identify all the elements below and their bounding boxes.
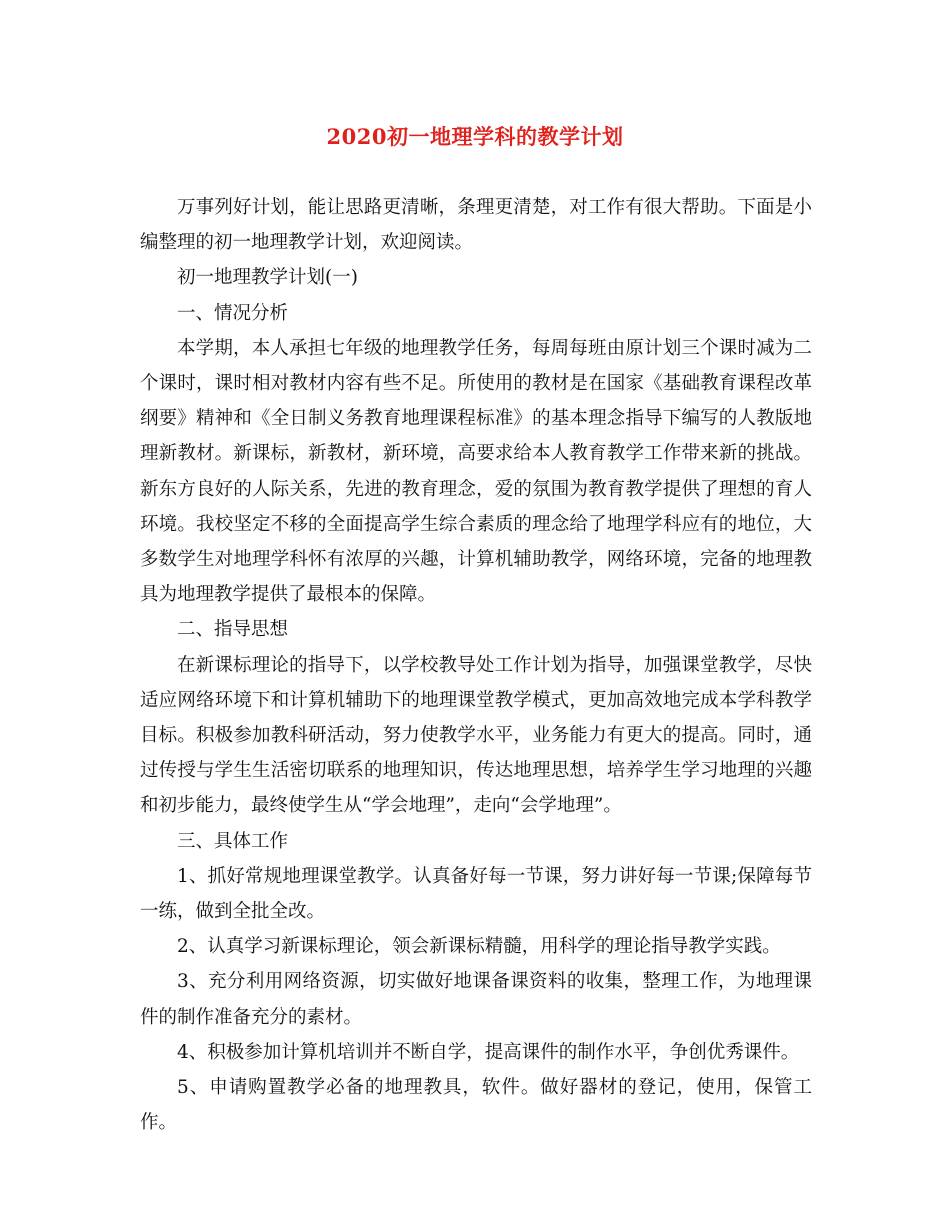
list-item-work-2: 2、认真学习新课标理论，领会新课标精髓，用科学的理论指导教学实践。 — [177, 936, 781, 958]
section-heading-work: 三、具体工作 — [177, 830, 289, 852]
paragraph-plan-heading: 初一地理教学计划(一) — [177, 267, 358, 289]
section-heading-guiding: 二、指导思想 — [177, 619, 289, 641]
paragraph-guiding: 在新课标理论的指导下，以学校教导处工作计划为指导，加强课堂教学，尽快适应网络环境下和计算机辅助下的地理课堂教学模式，更加高效地完成本学科教学目标。积极参加教科研活动，努力使教学水平，业务能力有更大的提高。同时，通过传授与学生生活密切联系的地理知识，传达地理思想，培养学生学习地理的兴趣和初步能力，最终使学生从“学会地理”，走向“会学地理”。 — [140, 654, 812, 817]
paragraph-intro: 万事列好计划，能让思路更清晰，条理更清楚，对工作有很大帮助。下面是小编整理的初一地理教学计划，欢迎阅读。 — [140, 197, 812, 254]
list-item-work-5: 5、申请购置教学必备的地理教具，软件。做好器材的登记，使用，保管工作。 — [140, 1077, 812, 1134]
document-title: 2020初一地理学科的教学计划 — [326, 124, 624, 149]
list-item-work-1: 1、抓好常规地理课堂教学。认真备好每一节课，努力讲好每一节课;保障每节一练，做到全批全改。 — [140, 865, 812, 923]
document-body — [140, 190, 812, 1140]
list-item-work-3: 3、充分利用网络资源，切实做好地课备课资料的收集，整理工作，为地理课件的制作准备充分的素材。 — [140, 971, 812, 1028]
paragraph-situation: 本学期，本人承担七年级的地理教学任务，每周每班由原计划三个课时减为二个课时，课时相对教材内容有些不足。所使用的教材是在国家《基础教育课程改革纲要》精神和《全日制义务教育地理课程标准》的基本理念指导下编写的人教版地理新教材。新课标，新教材，新环境，高要求给本人教育教学工作带来新的挑战。新东方良好的人际关系，先进的教育理念，爱的氛围为教育教学提供了理想的育人环境。我校坚定不移的全面提高学生综合素质的理念给了地理学科应有的地位，大多数学生对地理学科怀有浓厚的兴趣，计算机辅助教学，网络环境，完备的地理教具为地理教学提供了最根本的保障。 — [140, 337, 812, 606]
section-heading-situation: 一、情况分析 — [177, 302, 289, 324]
list-item-work-4: 4、积极参加计算机培训并不断自学，提高课件的制作水平，争创优秀课件。 — [177, 1041, 800, 1063]
